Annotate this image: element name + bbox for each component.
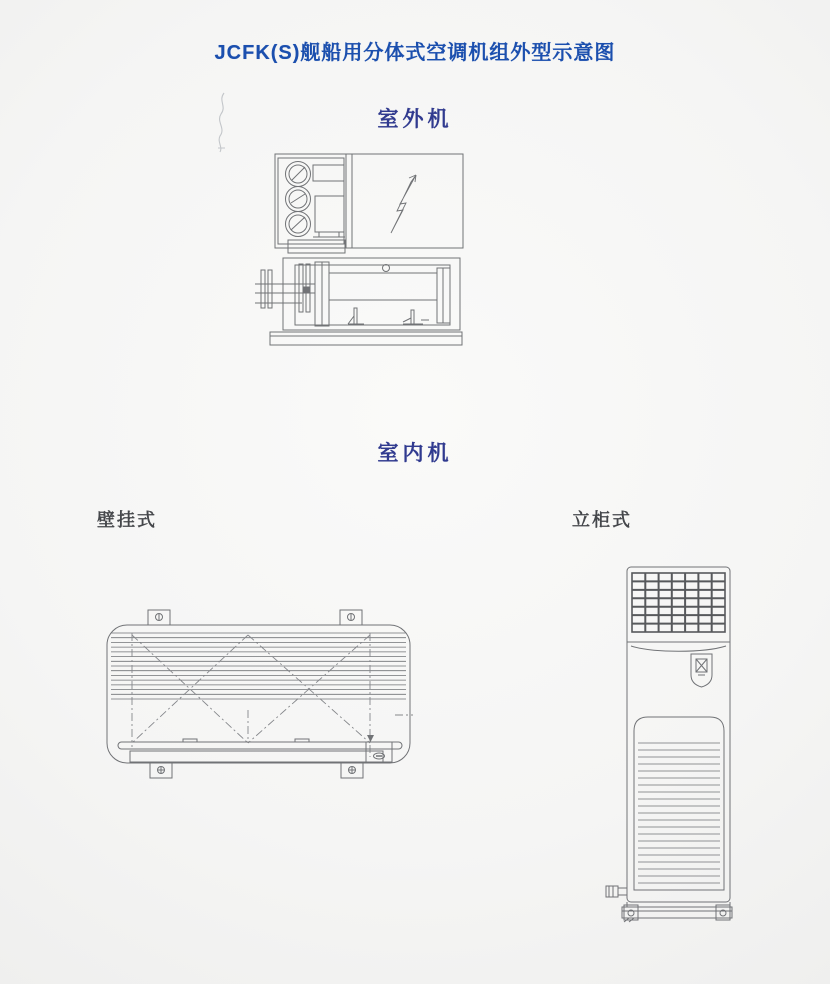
control-badge [691,654,712,687]
section-label-outdoor-unit: 室外机 [377,108,453,131]
section-label-indoor-unit: 室内机 [377,442,453,465]
electrical-boxes [313,165,345,237]
outdoor-base-plate [270,332,462,345]
outdoor-unit-figure [253,146,468,358]
air-outlet-bar [118,739,402,762]
pipe-fitting [606,886,627,897]
cabinet-base-plate [622,902,732,922]
page-title: JCFK(S)舰船用分体式空调机组外型示意图 [214,42,616,64]
type-label-floor-cabinet: 立柜式 [572,510,632,530]
floor-cabinet-unit-figure [598,556,743,931]
cabinet-body [627,567,730,902]
lightning-bolt-icon [391,175,416,233]
cabinet-divider [627,642,730,651]
flanged-pipe-connections [255,264,315,312]
floor-cabinet-indoor-unit-line-drawing [598,556,743,931]
type-label-wall-mounted: 壁挂式 [97,510,157,530]
wall-mounted-unit-figure [95,600,425,790]
outdoor-unit-line-drawing [253,146,468,358]
wall-mounted-indoor-unit-line-drawing [95,600,425,790]
discharge-grille [632,573,725,632]
pressure-gauges-icon [286,162,311,237]
louvered-front-panel [634,717,724,890]
